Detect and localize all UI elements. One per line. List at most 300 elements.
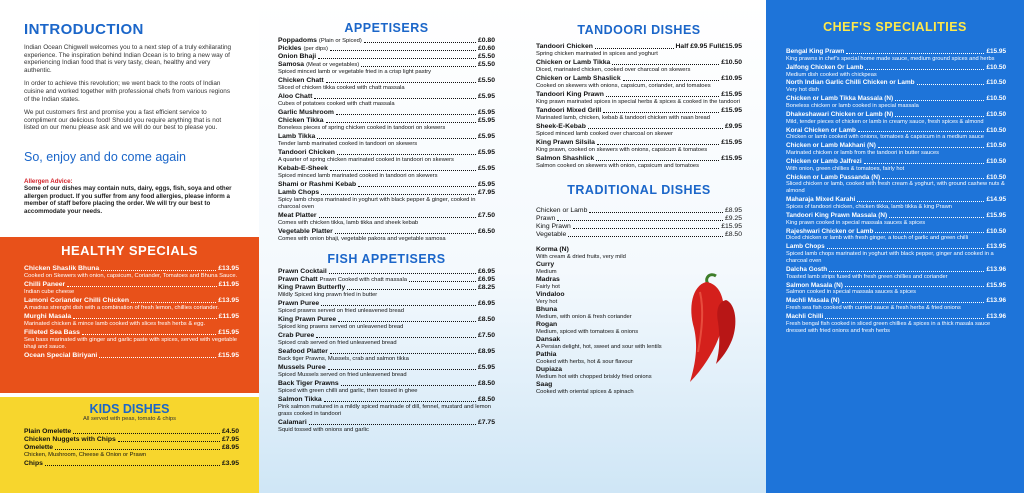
item-desc: Fresh bengal fish cooked in sliced green chillies & spices in a thick masala sauce dressed with fried onions and fresh herbs [786,320,991,334]
menu-item [278,37,495,45]
item-desc: Salmon cooked in special massala sauces & spices [786,289,916,296]
item-price: £15.95 [721,139,742,146]
item-name: Jalfong Chicken Or Lamb [786,63,864,71]
item-desc: Chicken or lamb cooked with onions, tomatoes & capsicum in a medium sauce [786,134,984,141]
item-desc: Spiced minced lamb or vegetable fried in a crisp light pastry [278,69,432,75]
menu-item [278,181,495,189]
chefs-specialities-title: CHEF'S SPECIALITIES [823,20,967,34]
item-price: £15.95 [721,223,742,230]
menu-item [278,189,495,211]
item-name: Lamb Chops [278,189,320,196]
curry-desc: Medium, with onion & fresh coriander [536,314,632,320]
item-name: King Prawn Silsila [536,139,595,146]
item-price: £5.50 [477,53,495,60]
item-price: £3.95 [221,460,239,467]
item-desc: Spiced with green chilli and garlic, then tossed in ghee [278,388,418,394]
item-name: Chips [24,460,43,467]
item-desc: Diced, marinated chicken, cooked over charcoal on skewers [536,67,691,73]
item-desc: King prawns in chef's special home made sauce, medium ground spices and herbs [786,55,995,62]
item-price: £11.95 [218,313,239,320]
curry-style [536,381,652,396]
item-name: North Indian Garlic Chilli Chicken or Lamb [786,79,915,87]
intro-paragraph: In order to achieve this revolution; we went back to the roots of Indian cuisine and worked together with professional chefs from various regions of the Indian states. [24,80,231,103]
curry-desc: Medium, spiced with tomatoes & onions [536,329,639,335]
item-price: £7.50 [477,332,495,339]
menu-item [278,53,495,61]
fish-appetisers-title: FISH APPETISERS [327,252,446,266]
item-name: Salmon Shashlick [536,155,595,162]
item-price: £6.95 [477,276,495,283]
item-price: £8.50 [477,380,495,387]
item-desc: Boneless chicken or lamb cooked in special massala [786,102,919,109]
item-name: Tandoori Chicken [278,149,335,156]
item-name: Chicken Chatt [278,77,324,84]
item-name: Chicken or Lamb Makhani (N) [786,142,876,150]
item-price: £5.95 [477,133,495,140]
item-desc: Tender lamb marinated cooked in tandoori on skewers [278,141,418,147]
menu-item [536,43,742,58]
item-name: Tandoori King Prawn Massala (N) [786,211,888,219]
item-price: £10.50 [721,59,742,66]
item-price: £10.50 [986,79,1006,87]
item-price: £0.60 [477,45,495,52]
item-name: Omelette [24,444,54,451]
curry-name: Vindaloo [536,291,565,298]
menu-item [278,396,495,418]
item-name: Lamoni Coriander Chilli Chicken [24,297,129,304]
item-name: Chicken or Lamb Tikka Massala (N) [786,95,894,103]
item-price: £8.50 [477,316,495,323]
item-name: Lamb Tikka [278,133,316,140]
curry-style [536,261,652,276]
item-name: Rajeshwari Chicken or Lamb [786,227,874,235]
item-price: £15.95 [986,48,1006,55]
item-name: Ocean Special Biriyani [24,352,98,359]
curry-style [536,351,652,366]
item-desc: Spiced prawns served on fried unleavened bread [278,308,405,314]
item-price: £6.95 [477,268,495,275]
curry-desc: A Persian delight, hot, sweet and sour with lentils [536,344,662,350]
item-name: Salmon Masala (N) [786,281,843,289]
item-price: £15.95 [721,155,742,162]
curry-desc: Very hot [536,299,558,305]
intro-paragraph: We put customers first and promise you a fast efficient service to compliment our delicious food! Should you require anything that is not listed on our menu please ask and we will do our best to please you. [24,109,222,132]
item-desc: Mild, tender pieces of chicken or lamb in creamy sauce, fresh spices & almond [786,118,984,125]
item-desc: Mildly Spiced king prawn fried in butter [278,292,378,298]
item-desc: Spiced minced lamb marinated cooked in tandoori on skewers [278,173,438,179]
item-name: King Prawn Puree [278,316,337,323]
item-name: Salmon Tikka [278,396,322,403]
menu-item [278,149,495,164]
item-name: Chicken Shaslik Bhuna [24,265,100,272]
item-price: £8.95 [221,444,239,451]
item-name: Garlic Mushroom [278,109,334,116]
curry-name: Curry [536,261,555,268]
item-desc: Chicken, Mushroom, Cheese & Onion or Prawn [24,452,147,458]
item-name: Seafood Platter [278,348,328,355]
curry-name: Madras [536,276,560,283]
item-price: £7.95 [221,436,239,443]
item-note: (Meat or vegetables) [306,62,360,68]
item-price: £13.96 [986,297,1006,305]
item-desc: With onion, green chillies & tomatoes, fairly hot [786,165,905,172]
menu-item [24,313,239,328]
menu-item [786,297,1006,312]
menu-item [536,223,742,231]
item-name: Mussels Puree [278,364,326,371]
appetisers-title: APPETISERS [344,21,429,35]
item-price: £5.95 [477,165,495,172]
item-desc: Sliced of chicken tikka cooked with chatt massala [278,85,405,91]
menu-item [278,284,495,299]
tandoori-column [526,0,752,493]
item-price: £13.96 [986,313,1006,321]
item-price: £15.95 [721,107,742,114]
kids-dishes-section [0,397,259,493]
item-desc: Marinated chicken & mince lamb cooked with slices fresh herbs & egg. [24,321,206,327]
item-price: £15.95 [218,329,239,336]
item-price: £5.95 [477,109,495,116]
curry-style [536,291,652,306]
item-name: Chicken or Lamb Passanda (N) [786,173,881,181]
item-price: £10.50 [986,173,1006,181]
healthy-specials-title: HEALTHY SPECIALS [61,243,198,258]
item-price: £10.50 [986,63,1006,71]
curry-desc: Cooked with oriental spices & spinach [536,389,634,395]
item-name: Chicken or Lamb Shaslick [536,75,621,82]
menu-item [278,300,495,315]
item-price: £13.95 [218,265,239,272]
item-name: Sheek-E-Kebab [536,123,586,130]
item-desc: Spiced lamb chops marinated in yoghurt with black pepper, ginger and cooked in a charcoal oven [786,251,994,265]
menu-item [278,348,495,363]
curry-style [536,306,652,321]
menu-item [24,265,239,280]
item-name: Crab Puree [278,332,315,339]
item-price: £10.50 [986,95,1006,103]
appetisers-column [268,0,505,493]
item-price: Half £9.95 Full£15.95 [675,43,742,50]
curry-name: Pathia [536,351,557,358]
curry-desc: Medium hot with chopped briskly fried onions [536,374,652,380]
item-desc: Fresh sea fish cooked with curried sauce & fresh herbs & fried onions [786,305,961,312]
item-desc: Cooked on skewers with onions, capsicum, coriander, and tomatoes [536,83,711,89]
item-price: £5.95 [477,93,495,100]
enjoy-tagline: So, enjoy and do come again [24,149,186,164]
item-name: Pickles [278,45,302,52]
item-desc: Toasted lamb strips fused with fresh green chillies and coriander [786,273,948,280]
item-price: £6.95 [477,300,495,307]
item-price: £5.95 [477,117,495,124]
item-name: Aloo Chatt [278,93,313,100]
item-name: Prawn Chatt [278,276,318,283]
introduction-column [0,0,259,493]
traditional-prices [526,207,752,239]
item-desc: Indian cube cheese [24,289,75,295]
item-name: Vegetable Platter [278,228,333,235]
curry-style [536,246,652,261]
item-name: Chicken or Lamb Jalfrezi [786,157,862,165]
item-name: Murghi Masala [24,313,72,320]
item-price: £10.50 [986,110,1006,118]
item-desc: King prawn marinated spices in special herbs & spices & cooked in the tandoori [536,99,740,105]
item-name: Calamari [278,419,307,426]
kids-note: All served with peas, tomato & chips [82,416,177,422]
item-desc: Comes with onion bhaji, vegetable pakora and vegetable samosa [278,236,446,242]
item-name: Back Tiger Prawns [278,380,339,387]
menu-item [278,276,495,284]
item-name: Bengal King Prawn [786,48,845,55]
item-name: King Prawn [536,223,571,230]
item-desc: Cubes of potatoes cooked with chatt massala [278,101,395,107]
item-desc: Back tiger Prawns, Mussels, crab and salmon tikka [278,356,409,362]
item-price: £15.95 [986,211,1006,219]
item-price: £15.95 [986,281,1006,289]
item-name: Lamb Chops [786,243,825,251]
item-name: Plain Omelette [24,428,72,435]
item-name: Shami or Rashmi Kebab [278,181,357,188]
item-price: £10.50 [986,227,1006,235]
item-price: £5.50 [477,61,495,68]
item-name: Chicken or Lamb Tikka [536,59,611,66]
item-name: Meat Platter [278,212,317,219]
item-desc: Cooked on Skewers with onion, capsicum, Coriander, Tomatoes and Bhuna Sauce. [24,273,238,279]
item-price: £15.95 [218,352,239,359]
item-name: Chilli Paneer [24,281,66,288]
item-price: £8.50 [477,396,495,403]
menu-item [786,282,1006,297]
item-name: Machli Masala (N) [786,297,840,305]
item-name: Tandoori Mixed Grill [536,107,602,114]
menu-item [24,281,239,296]
item-note: (per dips) [303,46,328,52]
curry-name: Dupiaza [536,366,563,373]
menu-item [536,107,742,122]
menu-item [786,174,1006,196]
menu-item [278,364,495,379]
allergen-heading: Allergen Advice: [24,177,73,185]
item-desc: Very hot dish [786,87,819,94]
item-price: £13.95 [218,297,239,304]
item-price: £5.95 [477,181,495,188]
item-name: Prawn Cocktail [278,268,327,275]
menu-item [278,133,495,148]
kids-list [0,428,259,468]
item-price: £10.95 [721,75,742,82]
curry-name: Rogan [536,321,558,328]
item-desc: Sea bass marinated with ginger and garlic paste with spices, served with vegetable bhaji and sauce. [24,337,237,350]
menu-item [786,228,1006,243]
item-price: £8.50 [724,231,742,238]
tandoori-title: TANDOORI DISHES [577,23,701,37]
item-name: Prawn [536,215,556,222]
menu-item [278,332,495,347]
menu-item [278,380,495,395]
item-price: £4.50 [221,428,239,435]
menu-item [24,436,239,444]
menu-item [278,109,495,117]
item-price: £11.95 [218,281,239,288]
tandoori-list [526,43,752,170]
menu-item [278,419,495,434]
menu-item [24,428,239,436]
curry-style [536,366,652,381]
item-name: Kebab-E-Sheek [278,165,328,172]
item-desc: King prawn cooked in special massala sauces & spices [786,219,926,226]
curry-name: Saag [536,381,553,388]
item-price: £6.50 [477,228,495,235]
item-name: Onion Bhaji [278,53,317,60]
menu-item [536,215,742,223]
item-name: Chicken or Lamb [536,207,588,214]
menu-item [536,139,742,154]
menu-item [786,127,1006,142]
item-desc: Spicy lamb chops marinated in yoghurt with black pepper & ginger, cooked in charcoal oven [278,197,476,210]
traditional-title: TRADITIONAL DISHES [567,183,711,197]
item-name: Maharaja Mixed Karahi [786,196,856,204]
kids-dishes-title: KIDS DISHES [89,402,170,416]
item-name: Tandoori King Prawn [536,91,604,98]
menu-item [536,123,742,138]
menu-item [278,45,495,53]
menu-item [786,266,1006,281]
intro-paragraph: Indian Ocean Chigwell welcomes you to a next step of a truly exhilarating experience. The inspiration behind Indian Ocean is to bring a new way of experiencing Indian food that is very tasty, clean, healthy and very authentic. [24,44,232,74]
item-desc: Spiced Mussels served on fried unleavened bread [278,372,407,378]
item-desc: Spices of tandoori chicken, chicken tikka, lamb tikka & king Prawn [786,204,952,211]
introduction-title: INTRODUCTION [24,21,144,38]
chilli-pepper-image [666,270,746,390]
menu-item [278,61,495,76]
item-note: Prawn Cooked with chatt massala [319,277,407,283]
item-name: Machli Chilli [786,313,824,321]
item-desc: Squid tossed with onions and garlic [278,427,369,433]
item-price: £8.95 [477,348,495,355]
menu-item [786,111,1006,126]
item-price: £10.50 [986,157,1006,165]
menu-item [786,142,1006,157]
item-name: Prawn Puree [278,300,320,307]
curry-desc: With cream & dried fruits, very mild [536,254,626,260]
menu-item [536,207,742,215]
item-desc: King prawn, cooked on skewers with onions, capsicum & tomatoes [536,147,708,153]
menu-item [536,91,742,106]
item-desc: Pink salmon matured in a mildly spiced marinade of dill, fennel, mustard and lemon grass cooked in tandoori [278,404,491,417]
menu-item [24,352,239,360]
chefs-specialities-column [766,0,1024,493]
menu-item [278,268,495,276]
item-desc: Marinated chicken or lamb from the tandoori in butter sauces [786,150,940,157]
item-name: Poppadoms [278,37,317,44]
item-name: Vegetable [536,231,567,238]
item-desc: A quarter of spring chicken marinated cooked in tandoori on skewers [278,157,454,163]
item-price: £7.50 [477,212,495,219]
item-price: £8.25 [477,284,495,291]
menu-item [278,228,495,243]
item-price: £5.50 [477,77,495,84]
menu-item [278,165,495,180]
menu-item [786,212,1006,227]
menu-item [786,48,1006,63]
item-desc: Medium dish cooked with chickpeas [786,71,877,78]
curry-style [536,336,662,351]
menu-item [786,64,1006,79]
menu-item [24,297,239,312]
item-price: £7.75 [477,419,495,426]
introduction-text [0,44,259,132]
item-desc: Spiced minced lamb cooked over charcoal on skewer [536,131,673,137]
item-name: Korai Chicken or Lamb [786,126,856,134]
item-price: £13.95 [986,243,1006,251]
item-desc: Boneless pieces of spring chicken cooked in tandoori on skewers [278,125,446,131]
menu-item [24,460,239,468]
appetisers-list [268,37,505,243]
curry-desc: Cooked with herbs, hot & sour flavour [536,359,633,365]
allergen-advice [24,178,235,215]
fish-list [268,268,505,434]
menu-item [786,313,1006,335]
item-price: £10.50 [986,126,1006,134]
menu-item [536,59,742,74]
item-price: £13.96 [986,265,1006,273]
item-name: Chicken Nuggets with Chips [24,436,116,443]
curry-name: Korma (N) [536,246,569,253]
healthy-list [0,265,259,360]
item-desc: A madras strenght dish with a combination of fresh lemon, chillies coriander. [24,305,219,311]
item-desc: Spring chicken marinated in spices and yoghurt [536,51,658,57]
item-price: £9.25 [724,215,742,222]
item-desc: Spiced king prawns served on unleavened bread [278,324,404,330]
item-name: Samosa [278,61,305,68]
menu-item [536,231,742,239]
menu-item [786,196,1006,211]
item-name: Dhakeshawari Chicken or Lamb (N) [786,110,894,118]
healthy-specials-section [0,237,259,393]
curry-style [536,321,652,336]
curry-style [536,276,652,291]
curry-name: Bhuna [536,306,558,313]
item-price: £15.95 [721,91,742,98]
menu-item [278,212,495,227]
item-price: £10.50 [986,142,1006,150]
curry-name: Dansak [536,336,561,343]
item-name: Filleted Sea Bass [24,329,80,336]
item-price: £5.95 [477,149,495,156]
menu-item [786,158,1006,173]
menu-item [278,77,495,92]
item-price: £7.95 [477,189,495,196]
menu-item [536,75,742,90]
item-price: £14.95 [986,196,1006,204]
item-price: £9.95 [724,123,742,130]
menu-item [24,444,239,459]
allergen-text: Some of our dishes may contain nuts, dairy, eggs, fish, soya and other allergen product. If you suffer from any food allergies, please inform a member of staff before placing the order. We will try our best to accommodate your needs. [24,185,232,215]
chef-list [766,48,1024,335]
curry-desc: Fairly hot [536,284,560,290]
item-name: Dalcha Gosth [786,265,828,273]
menu-item [536,155,742,170]
menu-item [786,79,1006,94]
menu-item [278,316,495,331]
item-desc: Salmon cooked on skewers with onion, capsicum and tomatoes [536,163,700,169]
item-price: £0.80 [477,37,495,44]
item-desc: Marinated lamb, chicken, kebab & tandoori chicken with naan bread [536,115,711,121]
item-note: (Plain or Spiced) [318,38,362,44]
item-name: King Prawn Butterfly [278,284,346,291]
item-name: Chicken Tikka [278,117,324,124]
item-price: £5.95 [477,364,495,371]
menu-item [278,117,495,132]
menu-item [786,95,1006,110]
